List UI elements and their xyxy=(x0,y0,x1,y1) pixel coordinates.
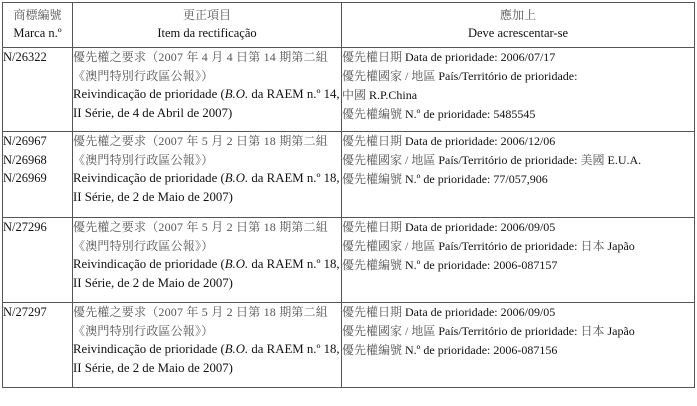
add-cell xyxy=(342,218,695,303)
add-cell xyxy=(342,303,695,388)
header-marca-pt: Marca n.º xyxy=(13,26,62,40)
marca-numbers-cell xyxy=(3,218,73,303)
item-pt: Reivindicação de prioridade (B.O. da RAEM n.º 18, II Série, de 2 de Maio de 2007) xyxy=(73,171,340,204)
header-add-zh: 應加上 xyxy=(499,8,536,22)
priority-number-line: 優先權編號 N.º de prioridade: 2006-087156 xyxy=(342,343,558,357)
header-item-pt: Item da rectificação xyxy=(157,26,257,40)
item-pt: Reivindicação de prioridade (B.O. da RAEM n.º 18, II Série, de 2 de Maio de 2007) xyxy=(73,257,340,290)
priority-date-line: 優先權日期 Data de prioridade: 2006/12/06 xyxy=(342,134,556,148)
priority-number-line: 優先權編號 N.º de prioridade: 5485545 xyxy=(342,107,536,121)
item-cell xyxy=(73,48,342,132)
header-item-zh: 更正項目 xyxy=(182,8,231,22)
header-item xyxy=(73,3,342,48)
priority-date-line: 優先權日期 Data de prioridade: 2006/09/05 xyxy=(342,220,556,234)
marca-number: N/27296 xyxy=(3,220,47,234)
priority-country-line: 優先權國家 / 地區 País/Território de prioridade: 日本 Japão xyxy=(342,324,635,338)
marca-numbers-cell xyxy=(3,132,73,218)
table-row xyxy=(3,48,695,132)
item-pt: Reivindicação de prioridade (B.O. da RAEM n.º 14, II Série, de 4 de Abril de 2007) xyxy=(73,87,340,120)
priority-date-line: 優先權日期 Data de prioridade: 2006/07/17 xyxy=(342,50,556,64)
marca-number: N/26322 xyxy=(3,50,47,64)
priority-country-line: 優先權國家 / 地區 País/Território de prioridade: xyxy=(342,69,578,83)
table-row xyxy=(3,132,695,218)
item-cell xyxy=(73,218,342,303)
priority-country-value-line: 中國 R.P.China xyxy=(342,88,418,102)
priority-country-line: 優先權國家 / 地區 País/Território de prioridade: 美國 E.U.A. xyxy=(342,153,642,167)
priority-number-line: 優先權編號 N.º de prioridade: 2006-087157 xyxy=(342,258,558,272)
item-cell xyxy=(73,132,342,218)
table-row xyxy=(3,303,695,388)
item-zh: 優先權之要求（2007 年 5 月 2 日第 18 期第二組《澳門特別行政區公報》） xyxy=(73,305,329,338)
header-marca-zh: 商標編號 xyxy=(13,8,62,22)
item-zh: 優先權之要求（2007 年 4 月 4 日第 14 期第二組《澳門特別行政區公報》） xyxy=(73,50,329,83)
item-zh: 優先權之要求（2007 年 5 月 2 日第 18 期第二組《澳門特別行政區公報》） xyxy=(73,134,329,167)
marca-number: N/26969 xyxy=(3,171,47,185)
header-marca xyxy=(3,3,73,48)
priority-date-line: 優先權日期 Data de prioridade: 2006/09/05 xyxy=(342,305,556,319)
marca-number: N/26967 xyxy=(3,134,47,148)
item-pt: Reivindicação de prioridade (B.O. da RAEM n.º 18, II Série, de 2 de Maio de 2007) xyxy=(73,342,340,375)
marca-number: N/26968 xyxy=(3,152,47,167)
item-cell xyxy=(73,303,342,388)
add-cell xyxy=(342,132,695,218)
header-add xyxy=(342,3,695,48)
priority-country-line: 優先權國家 / 地區 País/Território de prioridade: 日本 Japão xyxy=(342,239,635,253)
marca-number: N/27297 xyxy=(3,305,47,319)
marca-numbers-cell xyxy=(3,48,73,132)
header-add-pt: Deve acrescentar-se xyxy=(467,26,569,40)
marca-numbers-cell xyxy=(3,303,73,388)
table-row xyxy=(3,218,695,303)
item-zh: 優先權之要求（2007 年 5 月 2 日第 18 期第二組《澳門特別行政區公報》） xyxy=(73,220,329,253)
priority-number-line: 優先權編號 N.º de prioridade: 77/057,906 xyxy=(342,172,548,186)
add-cell xyxy=(342,48,695,132)
table-header-row xyxy=(3,3,695,48)
rectification-table xyxy=(2,2,695,388)
